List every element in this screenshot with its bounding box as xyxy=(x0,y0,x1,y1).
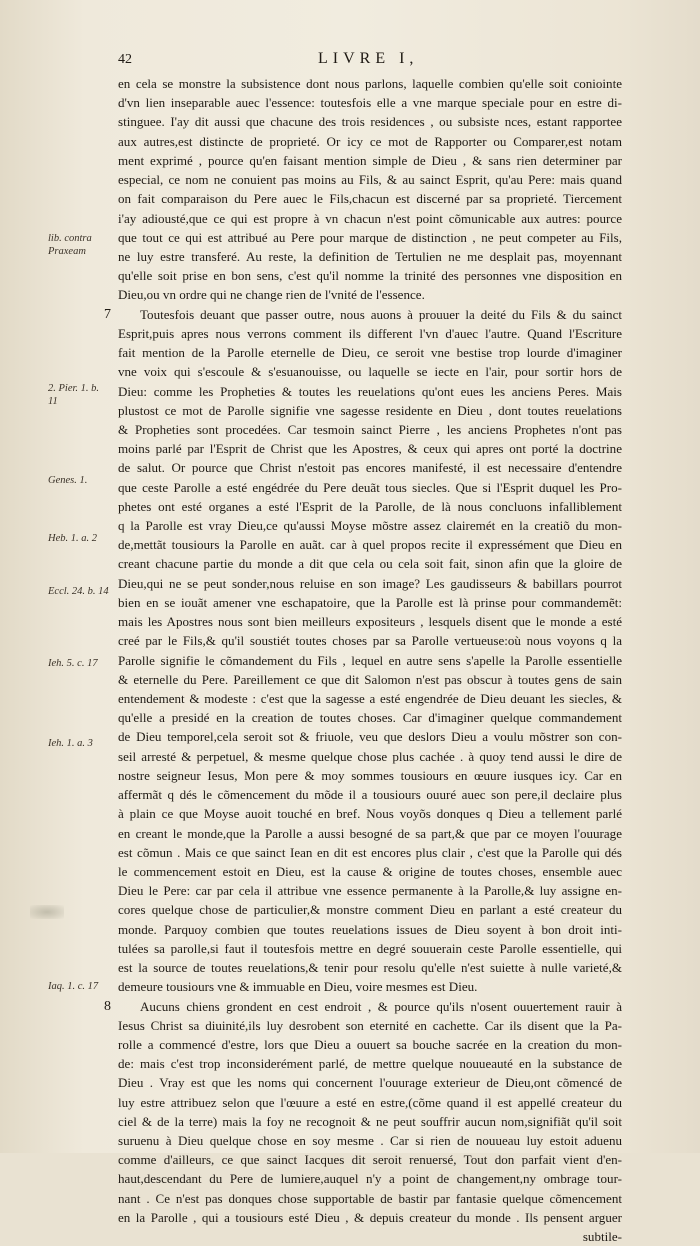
text-line: affermãt q dés le cõmencement du mõde il a tousiours ouuré auec son pere,il declaire plus xyxy=(118,787,622,803)
text-line: plustost ce mot de Parolle signifie vne sagesse residente en Dieu , dont toutes reuelations xyxy=(118,402,622,418)
text-line: creé par le Fils,& qu'il soustiét toutes choses par sa Parolle vertueuse:où nous voyons q la xyxy=(118,633,622,649)
text-line: Esprit,puis apres nous verrons comment ils different l'vn d'auec l'autre. Quand l'Escriture xyxy=(118,325,622,341)
text-line: demeure tousiours vne & immuable en Dieu, voire mesmes est Dieu. xyxy=(118,979,478,995)
text-line: vne voix qui s'escoule & s'esuanouisse, ou laquelle se iecte en l'air, pour sortir hors de xyxy=(118,364,622,380)
text-line: Dieu: comme les Propheties & toutes les reuelations qu'ont eues les anciens Peres. Mais xyxy=(118,383,622,399)
margin-note: Iaq. 1. c. 17 xyxy=(48,981,99,992)
margin-note: Ieh. 5. c. 17 xyxy=(48,658,98,669)
text-line: haut,descendant du Pere de lumiere,auquel n'y a point de changement,ny ombrage tour- xyxy=(118,1171,622,1187)
text-line: nant . Ce n'est pas donques chose supportable de bastir par fantasie quelque cõmencement xyxy=(118,1190,622,1206)
text-line: aux autres,est distincte de proprieté. Or icy ce mot de Rapporter ou Comparer,est notam xyxy=(118,133,622,149)
text-line: Aucuns chiens grondent en cest endroit , & pource qu'ils n'osent ouuertement rauir à xyxy=(140,998,622,1014)
text-line: Iesus Christ sa diuinité,ils luy desrobent son eternité en cachette. Car ils disent que la Pa- xyxy=(118,1017,622,1033)
text-line: bien en se iouãt amener vne eschapatoire, que la Parolle est là prinse pour commandemẽt: xyxy=(118,594,622,610)
text-line: comme d'ailleurs, ce que sainct Iacques dit seroit renuersé, Tout don parfait vient d'en- xyxy=(118,1152,622,1168)
text-line: de,mettãt tousiours la Parolle en auãt. car à quel propos recite il expressément que Dieu en xyxy=(118,537,622,553)
text-line: de salut. Or pource que Christ n'estoit pas encores manifesté, il est necessaire d'entendre xyxy=(118,460,622,476)
margin-note: lib. contra Praxeam xyxy=(48,233,92,257)
margin-note: Eccl. 24. b. 14 xyxy=(48,586,109,597)
text-line: est cõmun . Mais ce que sainct Iean en dit est encores plus clair , c'est que la Parolle qui dés xyxy=(118,844,622,860)
catchword: subtile- xyxy=(582,1229,622,1245)
text-line: en creant le monde,que la Parolle a aussi besogné de sa part,& que par ce moyen l'ouurage xyxy=(118,825,622,841)
text-line: tulées sa parolle,si faut il toutesfois mettre en degré souuerain ceste Parolle essentielle, qui xyxy=(118,940,622,956)
text-line: entendement & modeste : c'est que la sagesse a esté engendrée de Dieu deuant les siecles, & xyxy=(118,691,622,706)
text-line: Dieu le Pere: car par cela il attribue vne essence permanente à la Parolle,& luy assigne en- xyxy=(118,883,622,899)
text-line: que tout ce qui est attribué au Pere pour marque de distinction , ne peut competer au Fils, xyxy=(118,229,622,245)
text-line: que ceste Parolle a esté engédrée du Pere deuãt tous siecles. Que si l'Esprit duquel les Pro- xyxy=(118,479,622,495)
text-line: suruenu à Dieu quelque chose en soy mesme . Car si rien de nouueau luy estoit aduenu xyxy=(118,1133,622,1149)
text-line: de: mais c'est trop inconsiderément parlé, de mettre quelque nouueauté en la substance de xyxy=(118,1056,622,1072)
text-line: ne luy estre transferé. Au reste, la definition de Tertulien ne me desplait pas, moyennant xyxy=(118,248,622,264)
text-line: le commencement estoit en Dieu, est la cause & origine de toutes choses, ensemble auec xyxy=(118,863,622,879)
text-line: à plain ce que Moyse auoit touché en bref. Nous voyõs donques q Dieu a tellement parlé xyxy=(118,806,622,822)
text-line: stinguee. I'ay dit aussi que chacune des trois residences , ou subsiste nces, estant rapportee xyxy=(118,114,622,130)
body-text xyxy=(104,74,622,1246)
paragraph-number: 7 xyxy=(104,306,111,322)
text-line: q la Parolle est vray Dieu,ce qu'aussi Moyse mõstre assez clairemét en la creatiõ du mon- xyxy=(118,518,622,534)
text-line: en cela se monstre la subsistence dont nous parlons, laquelle combien qu'elle soit coniointe xyxy=(118,76,622,91)
margin-note: Ieh. 1. a. 3 xyxy=(48,738,93,749)
text-line: monde. Parquoy combien que toutes reuelations issues de Dieu soyent à bon droit inti- xyxy=(118,921,622,937)
margin-note: Heb. 1. a. 2 xyxy=(48,533,97,544)
text-line: luy estre attribuez selon que l'œuure a esté en estre,(cõme quand il est appellé createur du xyxy=(118,1094,622,1110)
text-line: i'ay adiousté,que ce qui est propre à vn chacun n'est point cõmunicable aux autres: pource xyxy=(118,210,622,226)
text-line: nostre seigneur Iesus, Mon pere & moy sommes tousiours en œuure iusques icy. Car en xyxy=(118,767,622,783)
text-line: especial, ce nom ne conuient pas moins au Fils, & au sainct Esprit, qu'au Pere: mais quand xyxy=(118,172,622,188)
text-line: Parolle signifie le cõmandement du Fils , lequel en autre sens s'apelle la Parolle essentielle xyxy=(118,652,622,668)
paragraph-number: 8 xyxy=(104,998,111,1014)
text-line: ment exprimé , pource qu'en faisant mention simple de Dieu , & sans rien determiner par xyxy=(118,152,622,168)
text-line: rolle a commencé d'estre, lors que Dieu a ouuert sa bouche sacrée en la creation du mon- xyxy=(118,1036,622,1052)
text-line: seil arresté & perpetuel, & mesme quelque chose plus cachée . à quoy tend aussi le dire de xyxy=(118,748,622,764)
margin-note: Genes. 1. xyxy=(48,475,88,486)
paragraph-8 xyxy=(104,997,622,1016)
text-line: fait mention de la Parolle eternelle de Dieu, ce seroit vne bestise trop lourde d'imaginer xyxy=(118,345,622,361)
paragraph-7 xyxy=(104,305,622,324)
text-line: qu'elle soit prise en bon sens, c'est qu'il nomme la trinité des personnes vne disposition en xyxy=(118,268,622,284)
text-line: ciel & de la terre) mais la foy ne recognoit & ne peut souffrir aucun nom,signifiãt qu'il soit xyxy=(118,1113,622,1129)
text-line: d'vn lien inseparable auec l'essence: toutesfois elle a vne marque speciale pour en estre di- xyxy=(118,95,622,111)
page-number: 42 xyxy=(118,52,132,67)
text-line: de Dieu temporel,cela seroit sot & friuole, veu que deslors Dieu a voulu mõstrer son con- xyxy=(118,729,622,745)
text-line: est la source de toutes reuelations,& tenir pour resolu qu'elle n'est suiette à nulle varieté,& xyxy=(118,960,622,976)
text-line: & Propheties sont procedées. Car tesmoin sainct Pierre , les anciens Prophetes n'ont pas xyxy=(118,421,622,437)
text-line: on fait comparaison du Pere auec le Fils,chacun est discerné par sa proprieté. Tiercement xyxy=(118,191,622,207)
text-line: qu'elle a presidé en la creation de toutes choses. Car d'imaginer quelque commandement xyxy=(118,710,622,726)
text-line: Dieu,ou vn ordre qui ne change rien de l'vnité de l'essence. xyxy=(118,287,425,303)
text-line: moins parlé par l'Esprit de Christ que les Apostres, & ceux qui apres ont porté la doctrine xyxy=(118,441,622,457)
paper-stain xyxy=(30,905,64,919)
running-title: LIVRE I, xyxy=(318,50,419,67)
text-line: Dieu . Vray est que les noms qui concernent l'ouurage exterieur de Dieu,ont cõmencé de xyxy=(118,1075,622,1091)
text-line: & eternelle du Pere. Pareillement ce que dit Salomon n'est pas obscur à toutes gens de sain xyxy=(118,671,622,687)
text-line: Toutesfois deuant que passer outre, nous auons à prouuer la deité du Fils & du sainct xyxy=(140,306,622,322)
text-line: Dieu,qui ne se peut sonder,nous reluise en son image? Les gaudisseurs & babillars pourrot xyxy=(118,575,622,591)
text-line: creant chacune partie du monde a dit que cela ou cela soit fait, sinon afin que la gloire de xyxy=(118,556,622,572)
text-line: mais les Apostres nous sont bien meilleurs expositeurs , lesquels disent que le monde a esté xyxy=(118,614,622,630)
text-line: phetes ont esté organes a esté l'Esprit de la Parolle, de là nous concluons infalliblement xyxy=(118,498,622,514)
text-line: en la Parolle , qui a tousiours esté Dieu , & depuis createur du monde . Ils pensent arguer xyxy=(118,1209,622,1225)
page-header xyxy=(0,50,700,72)
margin-note: 2. Pier. 1. b. 11 xyxy=(48,383,100,407)
text-line: cores quelque chose de particulier,& monstre comment Dieu en parlant a esté createur du xyxy=(118,902,622,918)
